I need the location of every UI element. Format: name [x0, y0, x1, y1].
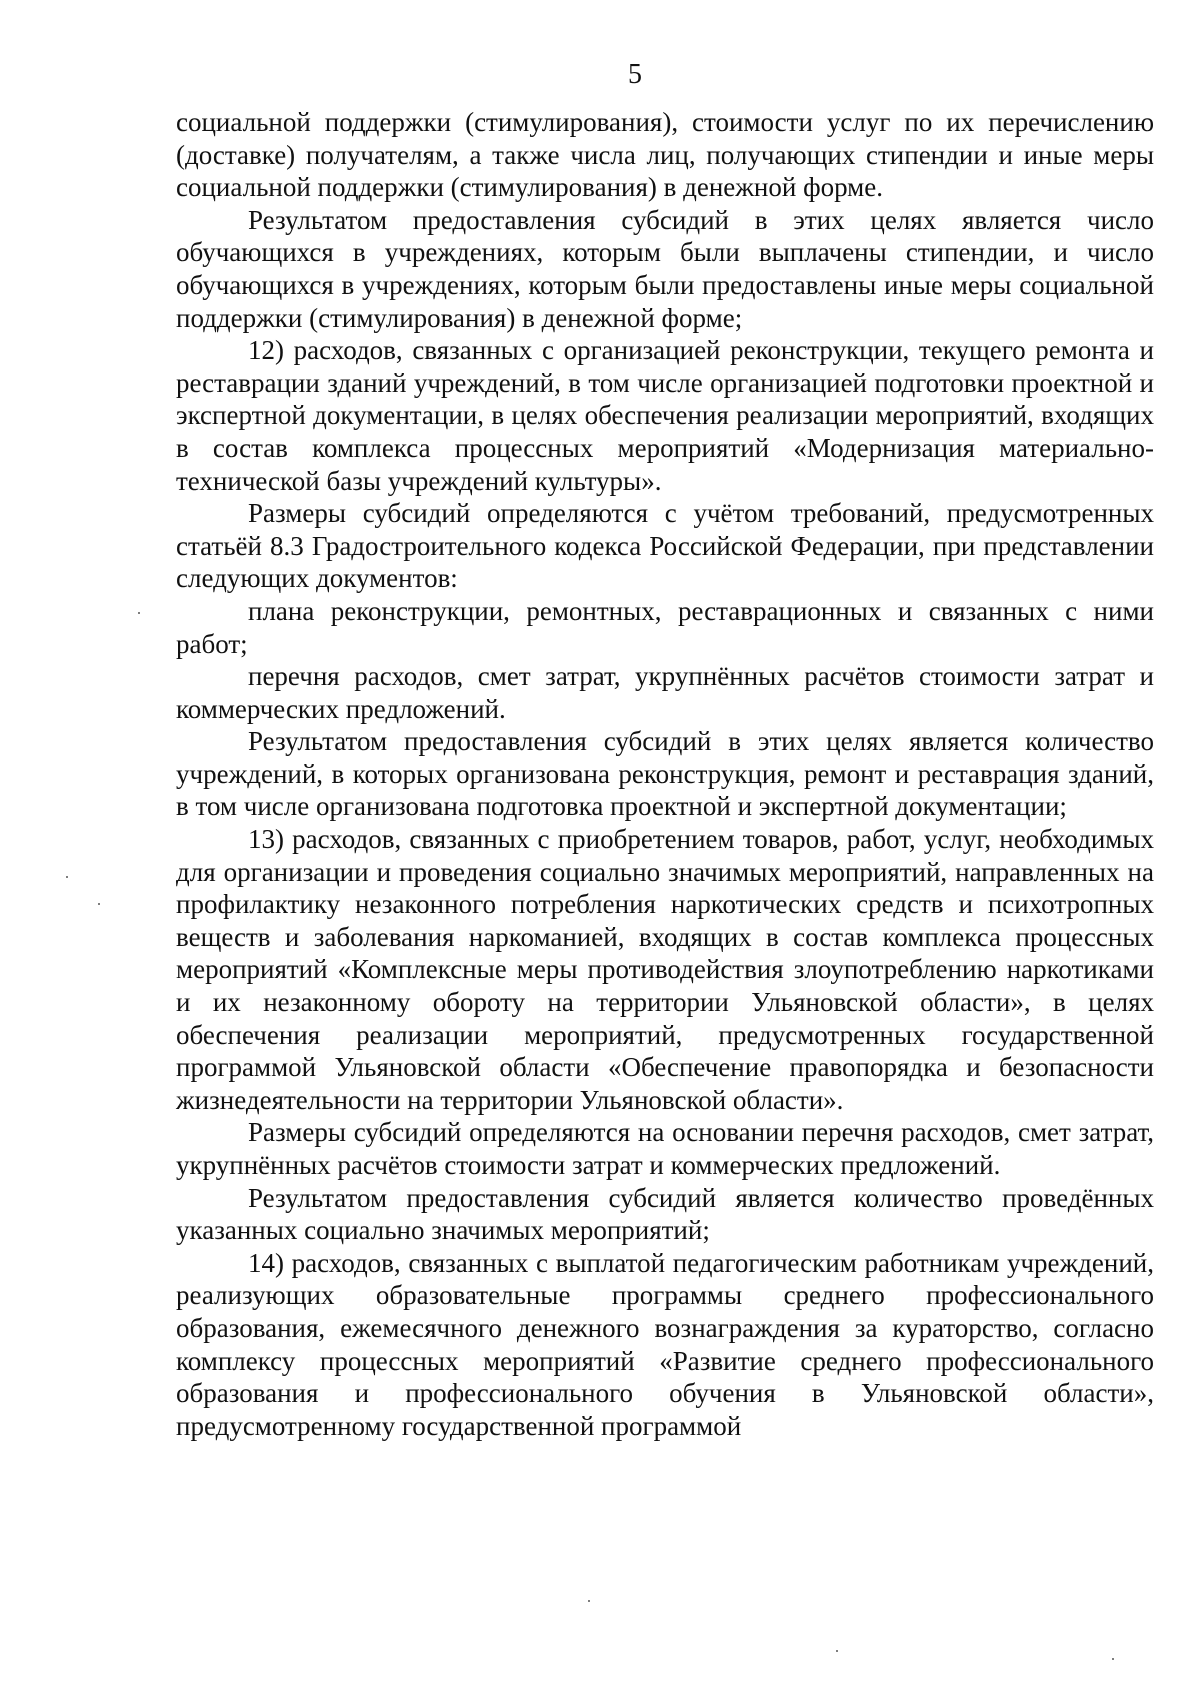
paragraph-8: 13) расходов, связанных с приобретением товаров, работ, услуг, необходимых для организации и проведения социально значимых мероприятий, направленных на профилактику незаконного потребления наркотических средств и психотропных веществ и заболевания наркоманией, входящих в состав комплекса процессных мероприятий «Комплексные меры противодействия злоупотреблению наркотиками и их незаконному обороту на территории Ульяновской области», в целях обеспечения реализации мероприятий, предусмотренных государственной программой Ульяновской области «Обеспечение правопорядка и безопасности жизнедеятельности на территории Ульяновской области». — [176, 824, 1154, 1115]
paragraph-3: 12) расходов, связанных с организацией реконструкции, текущего ремонта и реставрации зданий учреждений, в том числе организацией подготовки проектной и экспертной документации, в целях обеспечения реализации мероприятий, входящих в состав комплекса процессных мероприятий «Модернизация материально-технической базы учреждений культуры». — [176, 335, 1154, 496]
paragraph-5: плана реконструкции, ремонтных, реставрационных и связанных с ними работ; — [176, 595, 1154, 659]
page-number: 5 — [628, 59, 642, 90]
scan-speck — [588, 1600, 590, 1602]
paragraph-10: Результатом предоставления субсидий является количество проведённых указанных социально значимых мероприятий; — [176, 1182, 1154, 1246]
document-body — [176, 106, 1154, 1442]
paragraph-11: 14) расходов, связанных с выплатой педагогическим работникам учреждений, реализующих образовательные программы среднего профессионального образования, ежемесячного денежного вознаграждения за кураторство, согласно комплексу процессных мероприятий «Развитие среднего профессионального образования и профессионального обучения в Ульяновской области», предусмотренному государственной программой — [176, 1247, 1154, 1441]
scan-speck — [98, 903, 100, 905]
paragraph-1: социальной поддержки (стимулирования), стоимости услуг по их перечислению (доставке) получателям, а также числа лиц, получающих стипендии и иные меры социальной поддержки (стимулирования) в денежной форме. — [176, 107, 1154, 203]
scan-speck — [836, 1650, 838, 1652]
paragraph-4: Размеры субсидий определяются с учётом требований, предусмотренных статьёй 8.3 Градостроительного кодекса Российской Федерации, при представлении следующих документов: — [176, 498, 1154, 594]
paragraph-2: Результатом предоставления субсидий в этих целях является число обучающихся в учреждениях, которым были выплачены стипендии, и число обучающихся в учреждениях, которым были предоставлены иные меры социальной поддержки (стимулирования) в денежной форме; — [176, 204, 1154, 333]
scan-speck — [138, 612, 140, 614]
paragraph-7: Результатом предоставления субсидий в этих целях является количество учреждений, в которых организована реконструкция, ремонт и реставрация зданий, в том числе организована подготовка проектной и экспертной документации; — [176, 726, 1154, 822]
scan-speck — [1112, 1658, 1114, 1660]
paragraph-6: перечня расходов, смет затрат, укрупнённых расчётов стоимости затрат и коммерческих предложений. — [176, 661, 1154, 724]
scan-speck — [66, 876, 68, 878]
paragraph-9: Размеры субсидий определяются на основании перечня расходов, смет затрат, укрупнённых расчётов стоимости затрат и коммерческих предложений. — [176, 1117, 1154, 1180]
